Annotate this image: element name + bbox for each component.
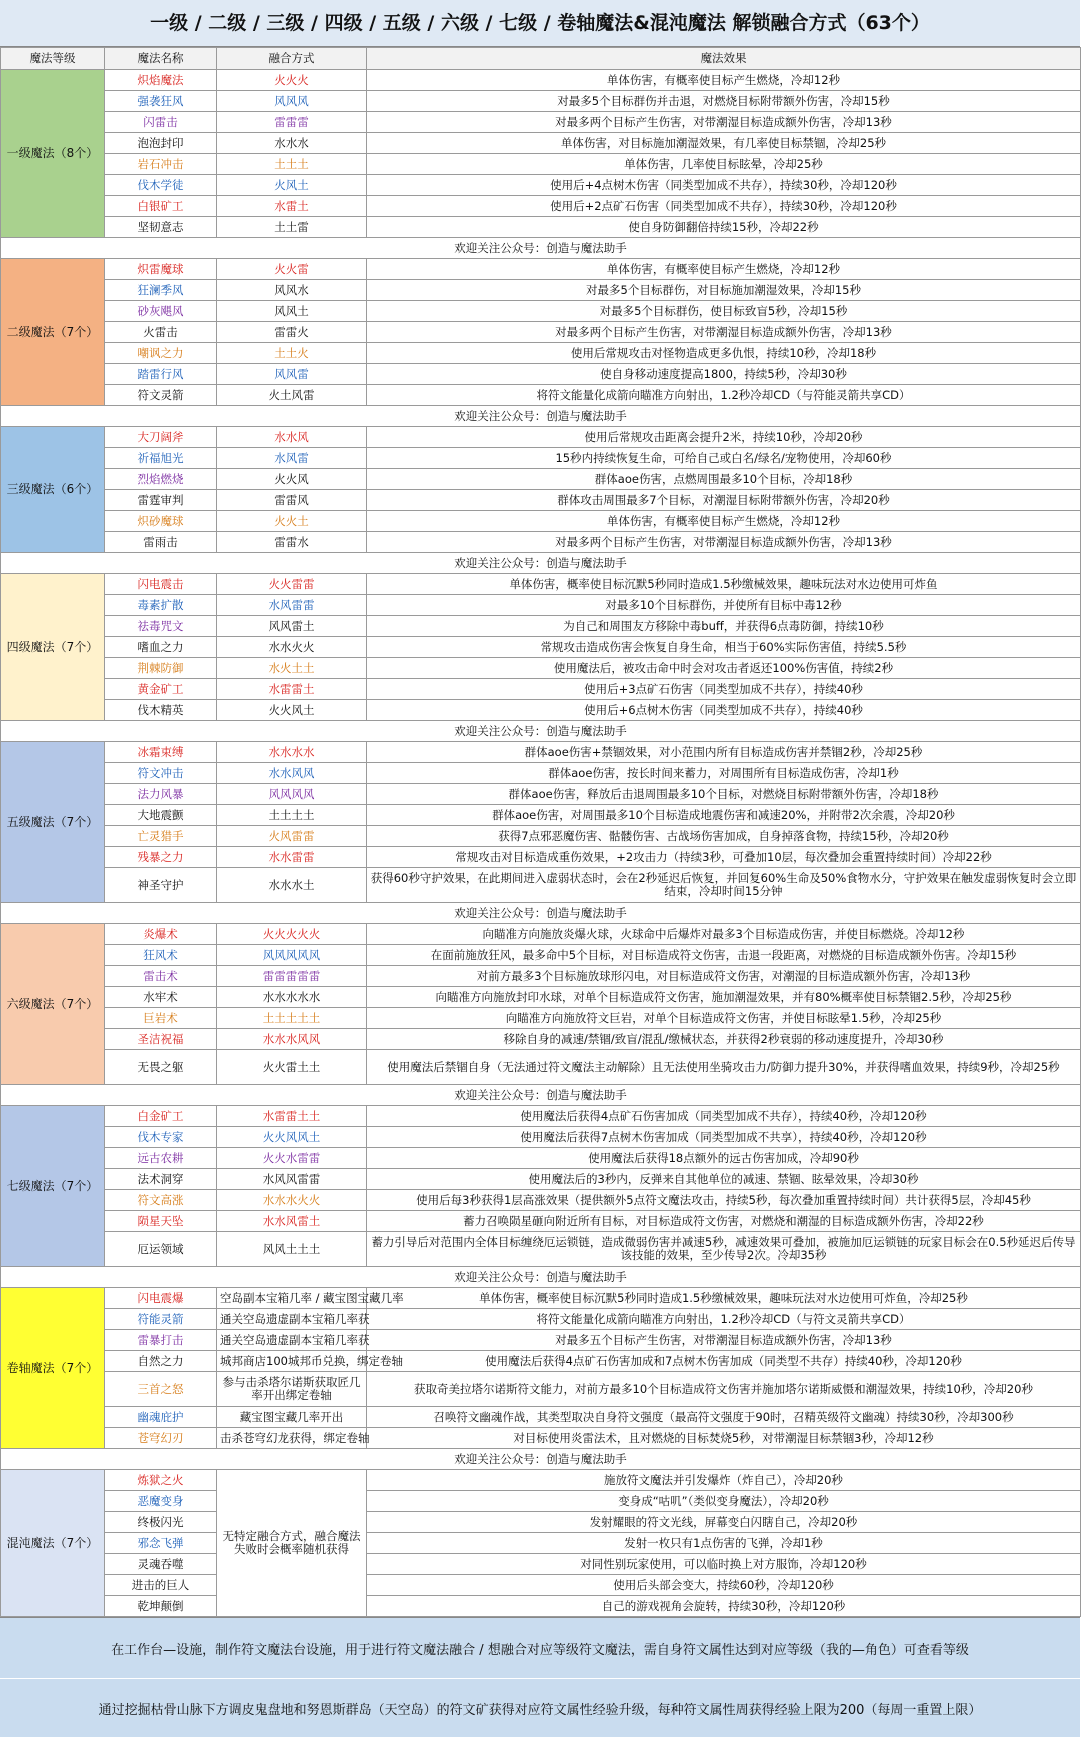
magic-row	[1, 574, 1081, 595]
magic-name: 圣洁祝福	[105, 1029, 217, 1050]
combo-method: 城邦商店100城邦币兑换，绑定卷轴	[217, 1351, 367, 1372]
combo-method: 风风水	[217, 280, 367, 301]
combo-method: 水水风风	[217, 763, 367, 784]
magic-effect: 获取奇美拉塔尔诺斯符文能力，对前方最多10个目标造成符文伤害并施加塔尔诺斯威慑和潮湿效果，持续10秒，冷却20秒	[367, 1372, 1081, 1407]
level-label: 七级魔法（7个）	[1, 1106, 105, 1267]
magic-row	[1, 1575, 1081, 1596]
magic-row	[1, 448, 1081, 469]
magic-name: 黄金矿工	[105, 679, 217, 700]
magic-row	[1, 1470, 1081, 1491]
magic-name: 炽雷魔球	[105, 259, 217, 280]
magic-name: 雷击术	[105, 966, 217, 987]
magic-name: 白银矿工	[105, 196, 217, 217]
combo-method: 土土土土	[217, 805, 367, 826]
magic-name: 恶魔变身	[105, 1491, 217, 1512]
welcome-text: 欢迎关注公众号：创造与魔法助手	[1, 721, 1081, 742]
magic-row	[1, 1407, 1081, 1428]
combo-method: 水风雷	[217, 448, 367, 469]
magic-row	[1, 175, 1081, 196]
magic-name: 踏雷行风	[105, 364, 217, 385]
magic-effect: 常规攻击对目标造成重伤效果，+2攻击力（持续3秒，可叠加10层，每次叠加会重置持续时间）冷却22秒	[367, 847, 1081, 868]
welcome-text: 欢迎关注公众号：创造与魔法助手	[1, 1449, 1081, 1470]
magic-effect: 对最多5个目标群伤，使目标致盲5秒，冷却15秒	[367, 301, 1081, 322]
magic-row	[1, 280, 1081, 301]
welcome-text: 欢迎关注公众号：创造与魔法助手	[1, 1267, 1081, 1288]
magic-effect: 单体伤害，几率使目标眩晕，冷却25秒	[367, 154, 1081, 175]
magic-name: 邪念飞弹	[105, 1533, 217, 1554]
level-label: 一级魔法（8个）	[1, 70, 105, 238]
magic-row	[1, 1127, 1081, 1148]
magic-row	[1, 385, 1081, 406]
magic-row	[1, 595, 1081, 616]
magic-effect: 群体aoe伤害，释放后击退周围最多10个目标，对燃烧目标附带额外伤害，冷却18秒	[367, 784, 1081, 805]
combo-method: 火风土	[217, 175, 367, 196]
combo-method: 水火土土	[217, 658, 367, 679]
combo-method: 水水水火火	[217, 1190, 367, 1211]
magic-row	[1, 70, 1081, 91]
magic-name: 残暴之力	[105, 847, 217, 868]
magic-row	[1, 217, 1081, 238]
magic-table	[0, 47, 1081, 1617]
magic-effect: 使用后+2点矿石伤害（同类型加成不共存），持续30秒，冷却120秒	[367, 196, 1081, 217]
magic-effect: 将符文能量化成箭向瞄准方向射出，1.2秒冷却CD（与符能灵箭共享CD）	[367, 385, 1081, 406]
magic-effect: 单体伤害，有概率使目标产生燃烧，冷却12秒	[367, 511, 1081, 532]
magic-effect: 使用魔法后获得4点矿石伤害加成和7点树木伤害加成（同类型不共存）持续40秒，冷却120秒	[367, 1351, 1081, 1372]
combo-method: 水雷雷土	[217, 679, 367, 700]
magic-effect: 变身成“咕叽”（类似变身魔法），冷却20秒	[367, 1491, 1081, 1512]
magic-row	[1, 112, 1081, 133]
magic-row	[1, 532, 1081, 553]
magic-effect: 向瞄准方向施放炎爆火球，火球命中后爆炸对最多3个目标造成伤害，并使目标燃烧。冷却12秒	[367, 924, 1081, 945]
magic-row	[1, 1351, 1081, 1372]
magic-effect: 将符文能量化成箭向瞄准方向射出，1.2秒冷却CD（与符文灵箭共享CD）	[367, 1309, 1081, 1330]
combo-method: 水水水风风	[217, 1029, 367, 1050]
welcome-text: 欢迎关注公众号：创造与魔法助手	[1, 903, 1081, 924]
magic-effect: 对最多两个目标产生伤害，对带潮湿目标造成额外伤害，冷却13秒	[367, 322, 1081, 343]
level-label: 四级魔法（7个）	[1, 574, 105, 721]
magic-name: 狂风术	[105, 945, 217, 966]
magic-row	[1, 1428, 1081, 1449]
magic-row	[1, 364, 1081, 385]
magic-effect: 施放符文魔法并引发爆炸（炸自己），冷却20秒	[367, 1470, 1081, 1491]
welcome-text: 欢迎关注公众号：创造与魔法助手	[1, 406, 1081, 427]
magic-name: 符文灵箭	[105, 385, 217, 406]
magic-effect: 对最多两个目标产生伤害，对带潮湿目标造成额外伤害，冷却13秒	[367, 532, 1081, 553]
magic-name: 法术洞穿	[105, 1169, 217, 1190]
magic-name: 闪电震击	[105, 574, 217, 595]
magic-name: 伐木精英	[105, 700, 217, 721]
magic-effect: 单体伤害，概率使目标沉默5秒同时造成1.5秒缴械效果，趣味玩法对水边使用可炸鱼，冷却25秒	[367, 1288, 1081, 1309]
magic-effect: 使用魔法后禁锢自身（无法通过符文魔法主动解除）且无法使用坐骑攻击力/防御力提升30%，并获得嗜血效果，持续9秒，冷却25秒	[367, 1050, 1081, 1085]
combo-method: 水雷雷土土	[217, 1106, 367, 1127]
magic-row	[1, 700, 1081, 721]
magic-effect: 对最多5个目标群伤并击退，对燃烧目标附带额外伤害，冷却15秒	[367, 91, 1081, 112]
magic-name: 闪雷击	[105, 112, 217, 133]
magic-name: 幽魂庇护	[105, 1407, 217, 1428]
header-row	[1, 48, 1081, 70]
magic-name: 嗜血之力	[105, 637, 217, 658]
combo-method: 参与击杀塔尔诺斯获取匠几率开出绑定卷轴	[217, 1372, 367, 1407]
magic-row	[1, 616, 1081, 637]
magic-effect: 对前方最多3个目标施放球形闪电，对目标造成符文伤害，对潮湿的目标造成额外伤害，冷却13秒	[367, 966, 1081, 987]
magic-row	[1, 658, 1081, 679]
magic-name: 炼狱之火	[105, 1470, 217, 1491]
magic-row	[1, 1169, 1081, 1190]
magic-name: 巨岩术	[105, 1008, 217, 1029]
combo-method: 风风风风风	[217, 945, 367, 966]
magic-effect: 向瞄准方向施放符文巨岩，对单个目标造成符文伤害，并使目标眩晕1.5秒，冷却25秒	[367, 1008, 1081, 1029]
magic-row	[1, 154, 1081, 175]
combo-method: 风风雷	[217, 364, 367, 385]
combo-method: 风风风	[217, 91, 367, 112]
magic-row	[1, 511, 1081, 532]
magic-row	[1, 1554, 1081, 1575]
magic-name: 无畏之躯	[105, 1050, 217, 1085]
magic-name: 水牢术	[105, 987, 217, 1008]
magic-row	[1, 763, 1081, 784]
magic-effect: 发射耀眼的符文光线，屏幕变白闪瞎自己，冷却20秒	[367, 1512, 1081, 1533]
magic-name: 岩石冲击	[105, 154, 217, 175]
combo-method: 风风土	[217, 301, 367, 322]
magic-name: 符文冲击	[105, 763, 217, 784]
magic-name: 法力风暴	[105, 784, 217, 805]
magic-name: 神圣守护	[105, 868, 217, 903]
combo-method: 水雷土	[217, 196, 367, 217]
magic-row	[1, 469, 1081, 490]
magic-row	[1, 1309, 1081, 1330]
magic-effect: 使用魔法后，被攻击命中时会对攻击者返还100%伤害值，持续2秒	[367, 658, 1081, 679]
magic-name: 白金矿工	[105, 1106, 217, 1127]
combo-method: 水水风雷土	[217, 1211, 367, 1232]
combo-method: 水水火火	[217, 637, 367, 658]
magic-effect: 使用魔法后获得7点树木伤害加成（同类型加成不共享），持续40秒，冷却120秒	[367, 1127, 1081, 1148]
combo-method: 通关空岛遗虚副本宝箱几率获	[217, 1309, 367, 1330]
magic-row	[1, 1211, 1081, 1232]
combo-method: 火火土	[217, 511, 367, 532]
combo-method: 通关空岛遗虚副本宝箱几率获	[217, 1330, 367, 1351]
magic-effect: 使用后头部会变大，持续60秒，冷却120秒	[367, 1575, 1081, 1596]
magic-row	[1, 966, 1081, 987]
magic-effect: 对最多5个目标群伤，对目标施加潮湿效果，冷却15秒	[367, 280, 1081, 301]
magic-name: 符能灵箭	[105, 1309, 217, 1330]
magic-effect: 对目标使用炎雷法术，且对燃烧的目标焚烧5秒，对带潮湿目标禁锢3秒，冷却12秒	[367, 1428, 1081, 1449]
magic-row	[1, 1512, 1081, 1533]
magic-row	[1, 196, 1081, 217]
magic-name: 坚韧意志	[105, 217, 217, 238]
combo-method: 水水水水	[217, 742, 367, 763]
magic-effect: 对最多五个目标产生伤害，对带潮湿目标造成额外伤害，冷却13秒	[367, 1330, 1081, 1351]
magic-effect: 单体伤害，概率使目标沉默5秒同时造成1.5秒缴械效果，趣味玩法对水边使用可炸鱼	[367, 574, 1081, 595]
level-label: 混沌魔法（7个）	[1, 1470, 105, 1617]
magic-row	[1, 259, 1081, 280]
magic-effect: 对最多10个目标群伤，并使所有目标中毒12秒	[367, 595, 1081, 616]
magic-row	[1, 1372, 1081, 1407]
magic-name: 炽焰魔法	[105, 70, 217, 91]
magic-effect: 对最多两个目标产生伤害，对带潮湿目标造成额外伤害，冷却13秒	[367, 112, 1081, 133]
magic-name: 闪电震爆	[105, 1288, 217, 1309]
combo-method: 火火雷土土	[217, 1050, 367, 1085]
magic-name: 嘲讽之力	[105, 343, 217, 364]
magic-name: 雷雨击	[105, 532, 217, 553]
footer-note-2: 通过挖掘枯骨山脉下方调皮鬼盘地和努恩斯群岛（天空岛）的符文矿获得对应符文属性经验升级，每种符文属性周获得经验上限为200（每周一重置上限）	[0, 1678, 1080, 1737]
magic-name: 伐木学徒	[105, 175, 217, 196]
combo-method: 火火风土	[217, 700, 367, 721]
magic-effect: 为自己和周围友方移除中毒buff，并获得6点毒防御，持续10秒	[367, 616, 1081, 637]
magic-effect: 获得7点邪恶魔伤害、骷髅伤害、古战场伤害加成，自身掉落食物，持续15秒，冷却20秒	[367, 826, 1081, 847]
magic-effect: 使用后+4点树木伤害（同类型加成不共存），持续30秒，冷却120秒	[367, 175, 1081, 196]
combo-method: 雷雷风	[217, 490, 367, 511]
magic-row	[1, 1008, 1081, 1029]
magic-row	[1, 637, 1081, 658]
combo-method: 水水水水水	[217, 987, 367, 1008]
magic-effect: 使用后常规攻击对怪物造成更多仇恨，持续10秒，冷却18秒	[367, 343, 1081, 364]
combo-method: 风风风风	[217, 784, 367, 805]
magic-name: 火雷击	[105, 322, 217, 343]
magic-name: 强袭狂风	[105, 91, 217, 112]
combo-method: 土土土土土	[217, 1008, 367, 1029]
combo-method: 火火风风土	[217, 1127, 367, 1148]
welcome-text: 欢迎关注公众号：创造与魔法助手	[1, 1085, 1081, 1106]
magic-row	[1, 924, 1081, 945]
combo-method: 火土风雷	[217, 385, 367, 406]
magic-effect: 使用后+6点树木伤害（同类型加成不共存），持续40秒	[367, 700, 1081, 721]
combo-method: 火火雷	[217, 259, 367, 280]
combo-method: 水风风雷雷	[217, 1169, 367, 1190]
welcome-row	[1, 1267, 1081, 1288]
combo-method: 火火火	[217, 70, 367, 91]
combo-method: 水水风	[217, 427, 367, 448]
magic-name: 远古农耕	[105, 1148, 217, 1169]
magic-effect: 使自身移动速度提高1800，持续5秒，冷却30秒	[367, 364, 1081, 385]
magic-effect: 单体伤害，有概率使目标产生燃烧，冷却12秒	[367, 259, 1081, 280]
magic-row	[1, 1106, 1081, 1127]
magic-row	[1, 1330, 1081, 1351]
magic-effect: 使用魔法后获得4点矿石伤害加成（同类型加成不共存），持续40秒，冷却120秒	[367, 1106, 1081, 1127]
magic-name: 狂澜季风	[105, 280, 217, 301]
combo-method: 火火雷雷	[217, 574, 367, 595]
combo-merged: 无特定融合方式，融合魔法失败时会概率随机获得	[217, 1470, 367, 1617]
combo-method: 藏宝图宝藏几率开出	[217, 1407, 367, 1428]
magic-row	[1, 1029, 1081, 1050]
combo-method: 雷雷火	[217, 322, 367, 343]
magic-effect: 对同性别玩家使用，可以临时换上对方服饰，冷却120秒	[367, 1554, 1081, 1575]
magic-name: 自然之力	[105, 1351, 217, 1372]
magic-name: 雷霆审判	[105, 490, 217, 511]
magic-row	[1, 945, 1081, 966]
magic-name: 三首之怒	[105, 1372, 217, 1407]
magic-row	[1, 1232, 1081, 1267]
magic-effect: 自己的游戏视角会旋转，持续30秒，冷却120秒	[367, 1596, 1081, 1617]
magic-name: 终极闪光	[105, 1512, 217, 1533]
magic-effect: 获得60秒守护效果，在此期间进入虚弱状态时，会在2秒延迟后恢复，并回复60%生命及50%食物水分，守护效果在触发虚弱恢复时会立即结束，冷却时间15分钟	[367, 868, 1081, 903]
magic-name: 炽砂魔球	[105, 511, 217, 532]
magic-name: 厄运领域	[105, 1232, 217, 1267]
magic-row	[1, 91, 1081, 112]
magic-effect: 常规攻击造成伤害会恢复自身生命，相当于60%实际伤害值，持续5.5秒	[367, 637, 1081, 658]
magic-row	[1, 427, 1081, 448]
magic-effect: 蓄力召唤陨星砸向附近所有目标，对目标造成符文伤害，对燃烧和潮湿的目标造成额外伤害，冷却22秒	[367, 1211, 1081, 1232]
magic-row	[1, 805, 1081, 826]
magic-effect: 群体aoe伤害，按长时间来蓄力，对周围所有目标造成伤害，冷却1秒	[367, 763, 1081, 784]
combo-method: 土土土	[217, 154, 367, 175]
magic-row	[1, 1288, 1081, 1309]
welcome-row	[1, 721, 1081, 742]
magic-row	[1, 1190, 1081, 1211]
combo-method: 水水水土	[217, 868, 367, 903]
header-name: 魔法名称	[105, 48, 217, 70]
combo-method: 火风雷雷	[217, 826, 367, 847]
magic-row	[1, 1148, 1081, 1169]
magic-effect: 15秒内持续恢复生命，可给自己或白名/绿名/宠物使用，冷却60秒	[367, 448, 1081, 469]
magic-name: 烈焰燃烧	[105, 469, 217, 490]
magic-row	[1, 826, 1081, 847]
magic-name: 进击的巨人	[105, 1575, 217, 1596]
magic-name: 砂灰飓风	[105, 301, 217, 322]
combo-method: 水水雷雷	[217, 847, 367, 868]
magic-row	[1, 322, 1081, 343]
combo-method: 火火水雷雷	[217, 1148, 367, 1169]
magic-effect: 群体aoe伤害+禁锢效果，对小范围内所有目标造成伤害并禁锢2秒，冷却25秒	[367, 742, 1081, 763]
magic-row	[1, 847, 1081, 868]
magic-name: 炎爆术	[105, 924, 217, 945]
magic-name: 大刀阔斧	[105, 427, 217, 448]
header-level: 魔法等级	[1, 48, 105, 70]
header-effect: 魔法效果	[367, 48, 1081, 70]
combo-method: 雷雷雷雷雷	[217, 966, 367, 987]
magic-effect: 召唤符文幽魂作战，其类型取决自身符文强度（最高符文强度于90时，召精英级符文幽魂）持续30秒，冷却300秒	[367, 1407, 1081, 1428]
magic-name: 大地震颤	[105, 805, 217, 826]
combo-method: 风风雷土	[217, 616, 367, 637]
magic-name: 祈福旭光	[105, 448, 217, 469]
magic-name: 乾坤颠倒	[105, 1596, 217, 1617]
combo-method: 火火风	[217, 469, 367, 490]
magic-effect: 移除自身的减速/禁锢/致盲/混乱/缴械状态，并获得2秒衰弱的移动速度提升，冷却30秒	[367, 1029, 1081, 1050]
magic-effect: 群体攻击周围最多7个目标，对潮湿目标附带额外伤害，冷却20秒	[367, 490, 1081, 511]
magic-name: 冰霜束缚	[105, 742, 217, 763]
magic-effect: 使用魔法后的3秒内，反弹来自其他单位的减速、禁锢、眩晕效果，冷却30秒	[367, 1169, 1081, 1190]
welcome-row	[1, 1085, 1081, 1106]
magic-effect: 使用魔法后获得18点额外的远古伤害加成，冷却90秒	[367, 1148, 1081, 1169]
level-label: 五级魔法（7个）	[1, 742, 105, 903]
combo-method: 土土火	[217, 343, 367, 364]
magic-effect: 群体aoe伤害，点燃周围最多10个目标，冷却18秒	[367, 469, 1081, 490]
welcome-row	[1, 238, 1081, 259]
magic-name: 符文高涨	[105, 1190, 217, 1211]
welcome-text: 欢迎关注公众号：创造与魔法助手	[1, 238, 1081, 259]
magic-name: 荆棘防御	[105, 658, 217, 679]
magic-effect: 使用后每3秒获得1层高涨效果（提供额外5点符文魔法攻击，持续5秒，每次叠加重置持续时间）共计获得5层，冷却45秒	[367, 1190, 1081, 1211]
magic-name: 毒素扩散	[105, 595, 217, 616]
combo-method: 火火火火火	[217, 924, 367, 945]
footer-note-1: 在工作台—设施，制作符文魔法台设施，用于进行符文魔法融合 / 想融合对应等级符文魔法，需自身符文属性达到对应等级（我的—角色）可查看等级	[0, 1617, 1080, 1678]
magic-name: 苍穹幻刃	[105, 1428, 217, 1449]
magic-row	[1, 987, 1081, 1008]
magic-name: 雷暴打击	[105, 1330, 217, 1351]
magic-row	[1, 679, 1081, 700]
magic-row	[1, 1596, 1081, 1617]
magic-row	[1, 343, 1081, 364]
magic-name: 伐木专家	[105, 1127, 217, 1148]
magic-effect: 使用后+3点矿石伤害（同类型加成不共存），持续40秒	[367, 679, 1081, 700]
level-label: 三级魔法（6个）	[1, 427, 105, 553]
combo-method: 水风雷雷	[217, 595, 367, 616]
magic-row	[1, 133, 1081, 154]
welcome-row	[1, 406, 1081, 427]
magic-effect: 蓄力引导后对范围内全体目标缠绕厄运锁链，造成微弱伤害并减速5秒，减速效果可叠加，被施加厄运锁链的玩家目标会在0.5秒延迟后传导该技能的效果，至少传导2次。冷却35秒	[367, 1232, 1081, 1267]
welcome-row	[1, 903, 1081, 924]
magic-effect: 发射一枚只有1点伤害的飞弹，冷却1秒	[367, 1533, 1081, 1554]
welcome-text: 欢迎关注公众号：创造与魔法助手	[1, 553, 1081, 574]
combo-method: 风风土土土	[217, 1232, 367, 1267]
level-label: 六级魔法（7个）	[1, 924, 105, 1085]
combo-method: 水水水	[217, 133, 367, 154]
magic-effect: 使自身防御翻倍持续15秒，冷却22秒	[367, 217, 1081, 238]
magic-name: 亡灵猎手	[105, 826, 217, 847]
combo-method: 空岛副本宝箱几率 / 藏宝图宝藏几率	[217, 1288, 367, 1309]
magic-row	[1, 1491, 1081, 1512]
combo-method: 击杀苍穹幻龙获得，绑定卷轴	[217, 1428, 367, 1449]
level-label: 卷轴魔法（7个）	[1, 1288, 105, 1449]
magic-name: 祛毒咒文	[105, 616, 217, 637]
magic-effect: 单体伤害，对目标施加潮湿效果，有几率使目标禁锢，冷却25秒	[367, 133, 1081, 154]
magic-effect: 单体伤害，有概率使目标产生燃烧，冷却12秒	[367, 70, 1081, 91]
magic-effect: 群体aoe伤害，对周围最多10个目标造成地震伤害和减速20%，并附带2次余震，冷却20秒	[367, 805, 1081, 826]
magic-row	[1, 301, 1081, 322]
magic-row	[1, 1050, 1081, 1085]
welcome-row	[1, 553, 1081, 574]
magic-table-body	[1, 48, 1081, 1617]
header-combo: 融合方式	[217, 48, 367, 70]
magic-row	[1, 784, 1081, 805]
welcome-row	[1, 1449, 1081, 1470]
magic-name: 陨星天坠	[105, 1211, 217, 1232]
magic-name: 灵魂吞噬	[105, 1554, 217, 1575]
magic-effect: 使用后常规攻击距离会提升2米，持续10秒，冷却20秒	[367, 427, 1081, 448]
page-title: 一级 / 二级 / 三级 / 四级 / 五级 / 六级 / 七级 / 卷轴魔法&混沌魔法 解锁融合方式（63个）	[0, 0, 1080, 47]
magic-row	[1, 868, 1081, 903]
combo-method: 土土雷	[217, 217, 367, 238]
combo-method: 雷雷雷	[217, 112, 367, 133]
magic-effect: 在面前施放狂风，最多命中5个目标，对目标造成符文伤害，击退一段距离，对燃烧的目标造成额外伤害。冷却15秒	[367, 945, 1081, 966]
magic-effect: 向瞄准方向施放封印水球，对单个目标造成符文伤害，施加潮湿效果，并有80%概率使目标禁锢2.5秒，冷却25秒	[367, 987, 1081, 1008]
combo-method: 雷雷水	[217, 532, 367, 553]
level-label: 二级魔法（7个）	[1, 259, 105, 406]
magic-row	[1, 490, 1081, 511]
magic-row	[1, 1533, 1081, 1554]
magic-name: 泡泡封印	[105, 133, 217, 154]
magic-row	[1, 742, 1081, 763]
